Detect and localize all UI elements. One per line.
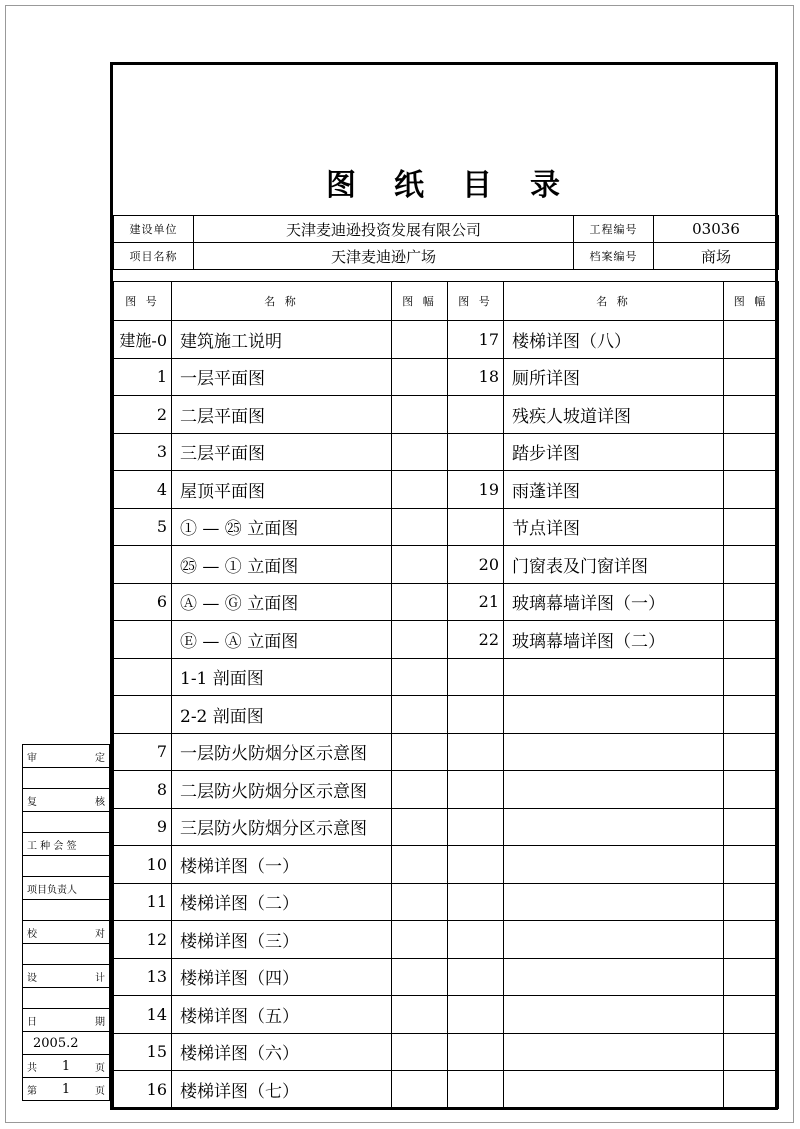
left-drawing-size — [392, 921, 448, 959]
table-row — [114, 808, 779, 846]
header-size-left: 图 幅 — [392, 282, 448, 321]
approve-field: 审 定 — [23, 745, 109, 768]
check-field: 校 对 — [23, 921, 109, 944]
header-no-left: 图 号 — [114, 282, 172, 321]
project-no-label: 工程编号 — [574, 216, 654, 243]
table-row — [114, 583, 779, 621]
table-row — [114, 658, 779, 696]
countersign-sign — [23, 856, 109, 877]
left-drawing-name: 一层平面图 — [172, 358, 392, 396]
table-row — [114, 696, 779, 734]
right-drawing-name: 玻璃幕墙详图（二） — [504, 621, 724, 659]
right-drawing-size — [724, 958, 779, 996]
right-drawing-size — [724, 546, 779, 584]
right-drawing-no — [448, 696, 504, 734]
left-drawing-name: 二层防火防烟分区示意图 — [172, 771, 392, 809]
left-drawing-size — [392, 658, 448, 696]
left-drawing-name: ① — ㉕ 立面图 — [172, 508, 392, 546]
left-drawing-no: 7 — [114, 733, 172, 771]
left-drawing-name: 一层防火防烟分区示意图 — [172, 733, 392, 771]
page-title — [113, 160, 775, 204]
right-drawing-name: 厕所详图 — [504, 358, 724, 396]
right-drawing-name: 残疾人坡道详图 — [504, 396, 724, 434]
left-drawing-name: 楼梯详图（一） — [172, 846, 392, 884]
right-drawing-name: 踏步详图 — [504, 433, 724, 471]
right-drawing-name — [504, 696, 724, 734]
check-sign — [23, 944, 109, 965]
left-drawing-size — [392, 433, 448, 471]
right-drawing-no: 21 — [448, 583, 504, 621]
design-sign — [23, 988, 109, 1009]
right-drawing-no — [448, 1033, 504, 1071]
title-char: 图 — [326, 168, 358, 203]
right-drawing-name — [504, 1071, 724, 1109]
archive-label: 档案编号 — [574, 243, 654, 270]
left-drawing-name: 三层平面图 — [172, 433, 392, 471]
right-drawing-size — [724, 658, 779, 696]
header-name-right: 名 称 — [504, 282, 724, 321]
left-drawing-no: 1 — [114, 358, 172, 396]
right-drawing-no — [448, 883, 504, 921]
left-drawing-name: 1-1 剖面图 — [172, 658, 392, 696]
right-drawing-name — [504, 1033, 724, 1071]
right-drawing-size — [724, 396, 779, 434]
left-drawing-size — [392, 696, 448, 734]
left-drawing-size — [392, 508, 448, 546]
right-drawing-no — [448, 396, 504, 434]
left-drawing-size — [392, 471, 448, 509]
table-row — [114, 733, 779, 771]
left-drawing-no: 12 — [114, 921, 172, 959]
left-drawing-size — [392, 358, 448, 396]
left-drawing-name: 楼梯详图（五） — [172, 996, 392, 1034]
review-field: 复 核 — [23, 789, 109, 812]
left-drawing-size — [392, 583, 448, 621]
left-drawing-size — [392, 808, 448, 846]
approval-sidebar — [22, 744, 110, 1101]
right-drawing-name — [504, 958, 724, 996]
left-drawing-name: 楼梯详图（三） — [172, 921, 392, 959]
archive-value: 商场 — [654, 243, 779, 270]
left-drawing-no: 13 — [114, 958, 172, 996]
table-row — [114, 546, 779, 584]
table-header — [114, 282, 779, 321]
right-drawing-name — [504, 771, 724, 809]
header-name-left: 名 称 — [172, 282, 392, 321]
right-drawing-name: 玻璃幕墙详图（一） — [504, 583, 724, 621]
right-drawing-size — [724, 508, 779, 546]
right-drawing-no: 17 — [448, 321, 504, 359]
left-drawing-no: 4 — [114, 471, 172, 509]
project-lead-field: 项目负责人 — [23, 877, 109, 900]
left-drawing-no — [114, 546, 172, 584]
left-drawing-name: 二层平面图 — [172, 396, 392, 434]
left-drawing-no: 14 — [114, 996, 172, 1034]
right-drawing-no: 20 — [448, 546, 504, 584]
left-drawing-name: 三层防火防烟分区示意图 — [172, 808, 392, 846]
left-drawing-no: 16 — [114, 1071, 172, 1109]
left-drawing-no — [114, 621, 172, 659]
table-row — [114, 433, 779, 471]
left-drawing-no: 2 — [114, 396, 172, 434]
header-no-right: 图 号 — [448, 282, 504, 321]
title-char: 纸 — [394, 168, 426, 203]
total-pages: 共 1 页 — [23, 1055, 109, 1078]
left-drawing-no: 8 — [114, 771, 172, 809]
drawing-frame — [110, 62, 778, 1110]
right-drawing-size — [724, 846, 779, 884]
table-row — [114, 396, 779, 434]
left-drawing-size — [392, 1033, 448, 1071]
header-size-right: 图 幅 — [724, 282, 779, 321]
right-drawing-size — [724, 583, 779, 621]
left-drawing-size — [392, 321, 448, 359]
left-drawing-no: 11 — [114, 883, 172, 921]
left-drawing-no: 6 — [114, 583, 172, 621]
right-drawing-size — [724, 808, 779, 846]
right-drawing-name — [504, 733, 724, 771]
left-drawing-size — [392, 883, 448, 921]
left-drawing-name: 楼梯详图（七） — [172, 1071, 392, 1109]
table-row — [114, 358, 779, 396]
table-row — [114, 471, 779, 509]
right-drawing-size — [724, 921, 779, 959]
project-lead-sign — [23, 900, 109, 921]
right-drawing-name: 节点详图 — [504, 508, 724, 546]
title-char: 目 — [462, 168, 494, 203]
project-info-table — [113, 215, 779, 270]
table-row — [114, 321, 779, 359]
right-drawing-size — [724, 1033, 779, 1071]
right-drawing-size — [724, 883, 779, 921]
left-drawing-name: 楼梯详图（四） — [172, 958, 392, 996]
right-drawing-size — [724, 771, 779, 809]
right-drawing-size — [724, 1071, 779, 1109]
right-drawing-name — [504, 658, 724, 696]
right-drawing-name — [504, 996, 724, 1034]
right-drawing-size — [724, 471, 779, 509]
left-drawing-size — [392, 771, 448, 809]
right-drawing-name — [504, 808, 724, 846]
table-row — [114, 621, 779, 659]
left-drawing-no: 建施-0 — [114, 321, 172, 359]
drawing-list-table — [113, 281, 779, 1109]
left-drawing-name: 2-2 剖面图 — [172, 696, 392, 734]
left-drawing-name: 屋顶平面图 — [172, 471, 392, 509]
table-row — [114, 921, 779, 959]
right-drawing-name — [504, 921, 724, 959]
table-row — [114, 883, 779, 921]
left-drawing-no: 15 — [114, 1033, 172, 1071]
right-drawing-no — [448, 958, 504, 996]
left-drawing-no: 5 — [114, 508, 172, 546]
right-drawing-size — [724, 433, 779, 471]
table-row — [114, 1071, 779, 1109]
table-row — [114, 1033, 779, 1071]
page-number: 第 1 页 — [27, 1081, 105, 1097]
right-drawing-no — [448, 508, 504, 546]
approve-sign — [23, 768, 109, 789]
right-drawing-size — [724, 358, 779, 396]
right-drawing-size — [724, 996, 779, 1034]
left-drawing-name: ㉕ — ① 立面图 — [172, 546, 392, 584]
date-value: 2005.2 — [23, 1032, 109, 1055]
table-row — [114, 771, 779, 809]
right-drawing-no — [448, 808, 504, 846]
right-drawing-no — [448, 771, 504, 809]
right-drawing-size — [724, 733, 779, 771]
right-drawing-size — [724, 621, 779, 659]
countersign-field: 工 种 会 签 — [23, 833, 109, 856]
table-row — [114, 996, 779, 1034]
table-row — [114, 958, 779, 996]
left-drawing-size — [392, 546, 448, 584]
owner-value: 天津麦迪逊投资发展有限公司 — [194, 216, 574, 243]
left-drawing-name: Ⓐ — Ⓖ 立面图 — [172, 583, 392, 621]
left-drawing-size — [392, 733, 448, 771]
right-drawing-name: 楼梯详图（八） — [504, 321, 724, 359]
project-name-label: 项目名称 — [114, 243, 194, 270]
date-label: 日 期 — [23, 1009, 109, 1032]
right-drawing-no: 19 — [448, 471, 504, 509]
right-drawing-no — [448, 658, 504, 696]
left-drawing-name: 楼梯详图（二） — [172, 883, 392, 921]
left-drawing-size — [392, 996, 448, 1034]
right-drawing-no — [448, 1071, 504, 1109]
left-drawing-size — [392, 621, 448, 659]
right-drawing-size — [724, 321, 779, 359]
project-name-value: 天津麦迪逊广场 — [194, 243, 574, 270]
table-row — [114, 508, 779, 546]
left-drawing-no — [114, 696, 172, 734]
right-drawing-name: 门窗表及门窗详图 — [504, 546, 724, 584]
right-drawing-no: 18 — [448, 358, 504, 396]
left-drawing-no: 10 — [114, 846, 172, 884]
left-drawing-no: 3 — [114, 433, 172, 471]
left-drawing-name: 楼梯详图（六） — [172, 1033, 392, 1071]
right-drawing-no — [448, 921, 504, 959]
title-char: 录 — [530, 168, 562, 203]
left-drawing-name: 建筑施工说明 — [172, 321, 392, 359]
review-sign — [23, 812, 109, 833]
left-drawing-size — [392, 958, 448, 996]
right-drawing-name — [504, 883, 724, 921]
table-row — [114, 846, 779, 884]
owner-label: 建设单位 — [114, 216, 194, 243]
left-drawing-size — [392, 1071, 448, 1109]
left-drawing-name: Ⓔ — Ⓐ 立面图 — [172, 621, 392, 659]
left-drawing-size — [392, 396, 448, 434]
left-drawing-size — [392, 846, 448, 884]
right-drawing-no — [448, 996, 504, 1034]
right-drawing-name: 雨蓬详图 — [504, 471, 724, 509]
right-drawing-no: 22 — [448, 621, 504, 659]
design-field: 设 计 — [23, 965, 109, 988]
right-drawing-size — [724, 696, 779, 734]
right-drawing-name — [504, 846, 724, 884]
right-drawing-no — [448, 433, 504, 471]
left-drawing-no: 9 — [114, 808, 172, 846]
right-drawing-no — [448, 733, 504, 771]
right-drawing-no — [448, 846, 504, 884]
project-no-value: 03036 — [654, 216, 779, 243]
left-drawing-no — [114, 658, 172, 696]
